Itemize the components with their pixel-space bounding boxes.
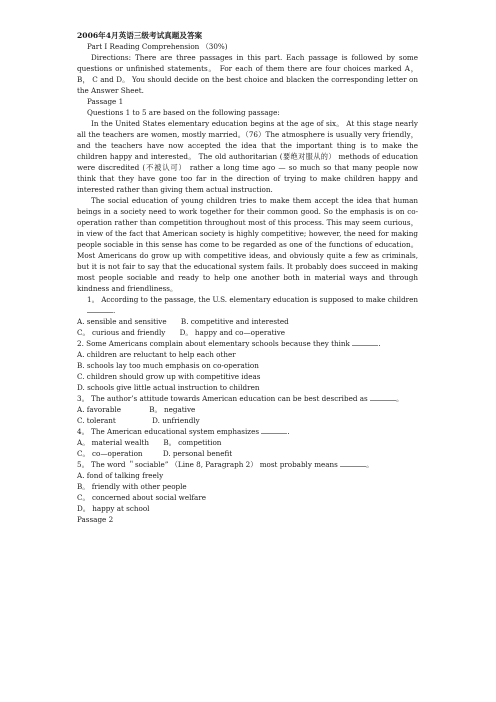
question-2-end: . [378, 339, 381, 348]
q3-options-cd [77, 415, 418, 426]
part-heading: Part I Reading Comprehension （30%) [87, 42, 228, 51]
q1-option-a: A. sensible and sensitive [77, 317, 167, 326]
question-3-stem: 3。 The author’s attitude towards American education can be best described as [77, 394, 368, 403]
q2-option-a: A. children are reluctant to help each other [77, 350, 236, 359]
passage-1-label: Passage 1 [87, 97, 124, 106]
question-1 [77, 294, 418, 316]
question-2-stem: 2. Some Americans complain about elementary schools because they think [77, 339, 350, 348]
q4-option-d: D. personal benefit [162, 449, 233, 458]
passage-2-label: Passage 2 [77, 515, 114, 524]
question-5-stem: 5。 The word ＂sociable” （Line 8, Paragraph 2） most probably means [77, 460, 338, 469]
document-page [77, 30, 418, 525]
question-3-end: 。 [395, 394, 404, 403]
q4-option-b: B。 competition [163, 438, 222, 447]
q1-option-b: B. competitive and interested [180, 317, 289, 326]
question-1-stem: 1。 According to the passage, the U.S. elementary education is supposed to make children [87, 295, 418, 304]
q1-option-d: D。 happy and co—operative [179, 328, 286, 337]
q5-option-a: A. fond of talking freely [77, 471, 164, 480]
questions-intro: Questions 1 to 5 are based on the following passage: [87, 108, 280, 117]
q3-options-ab [77, 404, 418, 415]
q2-option-c: C. children should grow up with competitive ideas [77, 372, 261, 381]
question-4-end: . [287, 427, 290, 436]
question-5 [77, 459, 418, 470]
question-3 [77, 393, 418, 404]
q4-options-ab [77, 437, 418, 448]
q1-options-ab [77, 316, 418, 327]
q1-option-c: C。 curious and friendly [77, 328, 166, 337]
answer-blank [370, 394, 396, 401]
q3-option-b: B。 negative [149, 405, 196, 414]
q4-option-c: C。 co—operation [77, 449, 143, 458]
paragraph-1: In the United States elementary education begins at the age of six。 At this stage nearly all the teachers are women, mostly married。（76）The atmosphere is usually very friendly， and the teachers have now accepted the idea that the important thing is to make the children happy and interested。 The old authoritarian (要绝对服从的） methods of education were discredited (不被认可） rather a long time ago — so much so that many people now think that they have gone too far in the direction of trying to make children happy and interested rather than giving them actual instruction. [77, 119, 418, 194]
q4-options-cd [77, 448, 418, 459]
question-1-end: . [113, 306, 116, 315]
question-2 [77, 338, 418, 349]
answer-blank [352, 339, 381, 348]
answer-blank [87, 306, 116, 315]
q3-option-c: C. tolerant [77, 416, 116, 425]
paragraph-2: The social education of young children tries to make them accept the idea that human beings in a society need to work together for their common good. So the emphasis is on co-operation rather than competition throughout most of this process. This may seem curious， in view of the fact that American society is highly competitive; however, the need for making people sociable in this sense has come to be regarded as one of the functions of education。 Most Americans do grow up with competitive ideas, and obviously quite a few as criminals, but it is not fair to say that the educational system fails. It probably does succeed in making most people sociable and ready to help one another both in material ways and through kindness and friendliness。 [77, 196, 418, 293]
q2-option-d: D. schools give little actual instruction to children [77, 383, 260, 392]
question-4 [77, 426, 418, 437]
doc-title: 2006年4月英语三级考试真题及答案 [77, 31, 203, 40]
q3-option-a: A. favorable [77, 405, 121, 414]
question-5-end: 。 [366, 460, 374, 469]
q5-option-c: C。 concerned about social welfare [77, 493, 206, 502]
q2-option-b: B. schools lay too much emphasis on co-operation [77, 361, 259, 370]
question-4-stem: 4。 The American educational system emphasizes [77, 427, 260, 436]
q4-option-a: A。 material wealth [77, 438, 150, 447]
directions: Directions: There are three passages in this part. Each passage is followed by some questions or unfinished statements。 For each of them there are four choices marked A， B， C and D。 You should decide on the best choice and blacken the corresponding letter on the Answer Sheet. [77, 53, 418, 95]
q5-option-b: B。 friendly with other people [77, 482, 187, 491]
q1-options-cd [77, 327, 418, 338]
answer-blank [261, 427, 290, 436]
answer-blank [340, 460, 366, 467]
q3-option-d: D. unfriendly [152, 416, 200, 425]
q5-option-d: D。 happy at school [77, 504, 150, 513]
